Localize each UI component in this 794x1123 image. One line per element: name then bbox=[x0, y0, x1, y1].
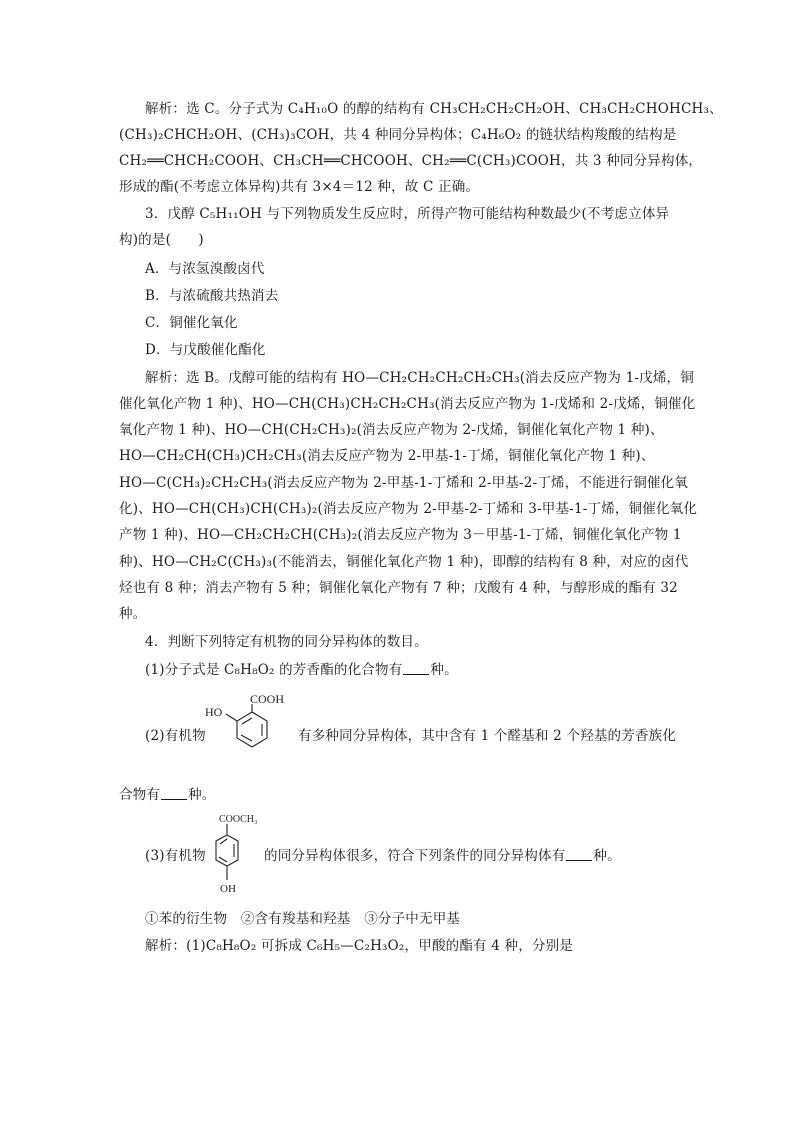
bond-oh bbox=[226, 714, 237, 721]
sol2-line-1: 解析：选 C。分子式为 C₄H₁₀O 的醇的结构有 CH₃CH₂CH₂CH₂OH、CH₃CH₂CHOHCH₃、 bbox=[145, 101, 723, 117]
sol3-line: HO—CH₂CH(CH₃)CH₂CH₃(消去反应产物为 2-甲基-1-丁烯，铜催化氧化产物 1 种)、 bbox=[119, 448, 655, 464]
sol3-line: 解析：选 B。戊醇可能的结构有 HO—CH₂CH₂CH₂CH₂CH₃(消去反应产物为 1-戊烯，铜 bbox=[145, 370, 694, 386]
q4-part-3-text-a: 的同分异构体很多，符合下列条件的同分异构体有 bbox=[264, 848, 566, 864]
sol3-line: 种。 bbox=[119, 606, 147, 622]
ho-label: HO bbox=[205, 705, 223, 719]
q4-part-2-suffix: 种。 bbox=[188, 787, 216, 803]
q3-option-b: B．与浓硫酸共热消去 bbox=[145, 288, 279, 304]
sol3-line: 烃也有 8 种；消去产物有 5 种；铜催化氧化产物有 7 种；戊酸有 4 种，与醇形成的酯有 32 bbox=[119, 580, 678, 596]
q3-option-d: D．与戊酸催化酯化 bbox=[145, 342, 266, 358]
answer-blank[interactable] bbox=[161, 787, 187, 800]
sol4-line-1: 解析：(1)C₈H₈O₂ 可拆成 C₆H₅—C₂H₃O₂，甲酸的酯有 4 种，分别是 bbox=[145, 938, 574, 954]
q4-part-3-text bbox=[264, 847, 621, 865]
salicylic-acid-structure bbox=[200, 694, 300, 754]
q4-part-1 bbox=[145, 661, 458, 679]
q4-part-3-label: (3)有机物 bbox=[145, 848, 206, 864]
inner-double-bond bbox=[219, 857, 227, 862]
inner-double-bond bbox=[220, 839, 227, 844]
q4-part-1-text: (1)分子式是 C₈H₈O₂ 的芳香酯的化合物有 bbox=[145, 662, 403, 678]
sol2-line-3: CH₂══CHCH₂COOH、CH₃CH══CHCOOH、CH₂══C(CH₃)COOH，共 3 种同分异构体， bbox=[119, 153, 703, 169]
sol2-line-4: 形成的酯(不考虑立体异构)共有 3×4＝12 种，故 C 正确。 bbox=[119, 179, 480, 195]
q4-part-2-cont bbox=[119, 786, 216, 804]
q4-part-1-suffix: 种。 bbox=[430, 662, 458, 678]
q3-stem-line-1: 3．戊醇 C₅H₁₁OH 与下列物质发生反应时，所得产物可能结构种数最少(不考虑立体异 bbox=[145, 206, 670, 222]
inner-double-bond bbox=[241, 735, 252, 741]
sol3-line: 化)、HO—CH(CH₃)CH(CH₃)₂(消去反应产物为 2-甲基-2-丁烯和 3-甲基-1-丁烯，铜催化氧化 bbox=[119, 501, 698, 517]
sol3-line: 产物 1 种)、HO—CH₂CH₂CH(CH₃)₂(消去反应产物为 3－甲基-1-丁烯，铜催化氧化产物 1 bbox=[119, 527, 682, 543]
sol3-line: 种)、HO—CH₂C(CH₃)₃(不能消去，铜催化氧化产物 1 种)，即醇的结构有 8 种，对应的卤代 bbox=[119, 554, 689, 570]
answer-blank[interactable] bbox=[566, 848, 592, 861]
answer-blank[interactable] bbox=[403, 662, 429, 675]
q4-part-2-cont-text: 合物有 bbox=[119, 787, 161, 803]
sol2-line-2: (CH₃)₂CHCH₂OH、(CH₃)₃COH，共 4 种同分异构体；C₄H₆O₂ 的链状结构羧酸的结构是 bbox=[119, 127, 677, 143]
sol3-line: 催化氧化产物 1 种)、HO—CH(CH₃)CH₂CH₂CH₃(消去反应产物为 1-戊烯和 2-戊烯，铜催化 bbox=[119, 396, 696, 412]
sol3-line: 氧化产物 1 种)、HO—CH(CH₂CH₃)₂(消去反应产物为 2-戊烯，铜催化氧化产物 1 种)、 bbox=[119, 422, 664, 438]
sol3-line: HO—C(CH₃)₂CH₂CH₃(消去反应产物为 2-甲基-1-丁烯和 2-甲基-2-丁烯，不能进行铜催化氧 bbox=[119, 475, 689, 491]
q4-part-2-text: 有多种同分异构体，其中含有 1 个醛基和 2 个羟基的芳香族化 bbox=[298, 728, 677, 744]
inner-double-bond bbox=[242, 718, 252, 724]
q4-stem: 4．判断下列特定有机物的同分异构体的数目。 bbox=[145, 634, 428, 650]
q4-part-2-label: (2)有机物 bbox=[145, 728, 206, 744]
oh-label: OH bbox=[220, 883, 236, 895]
ester-label: COOCH₃ bbox=[219, 814, 258, 825]
cooh-label: COOH bbox=[250, 694, 285, 706]
q3-stem-line-2: 构)的是( ) bbox=[119, 232, 204, 248]
q4-part-3-suffix: 种。 bbox=[593, 848, 621, 864]
q3-option-a: A．与浓氢溴酸卤代 bbox=[145, 261, 265, 277]
q4-conditions: ①苯的衍生物 ②含有羧基和羟基 ③分子中无甲基 bbox=[145, 911, 461, 927]
q3-option-c: C．铜催化氧化 bbox=[145, 315, 238, 331]
